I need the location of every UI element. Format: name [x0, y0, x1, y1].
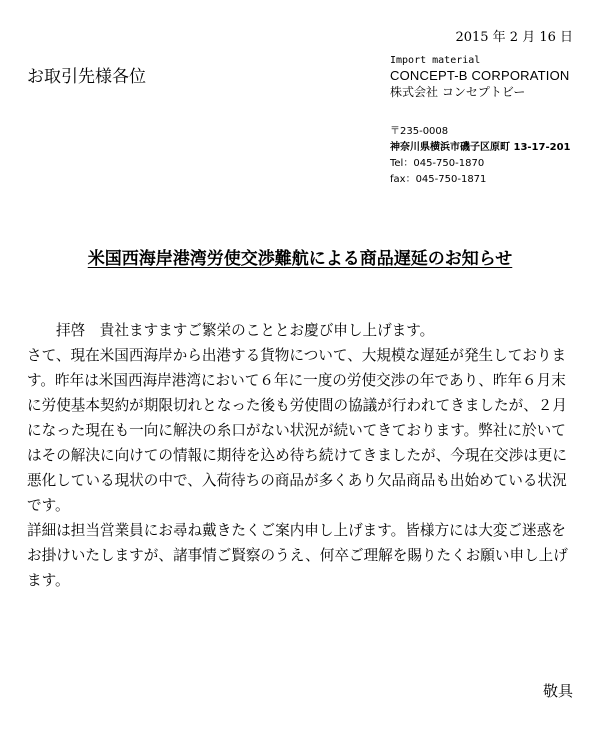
telephone: Tel：045-750-1870 [390, 158, 485, 169]
letter-body [27, 318, 579, 593]
letter-date: 2015 年 2 月 16 日 [455, 30, 573, 45]
paragraph-2: 詳細は担当営業員にお尋ね戴きたくご案内申し上げます。皆様方には大変ご迷惑をお掛けいたしますが、諸事情ご賢察のうえ、何卒ご理解を賜りたくお願い申し上げます。 [27, 522, 568, 589]
greeting: 拝啓 貴社ますますご繁栄のこととお慶び申し上げます。 [56, 322, 435, 339]
paragraph-1: さて、現在米国西海岸から出港する貨物について、大規模な遅延が発生しております。昨年は米国西海岸港湾において６年に一度の労使交渉の年であり、昨年６月末に労使基本契約が期限切れとなった後も労使間の協議が行われてきましたが、２月になった現在も一向に解決の糸口がない状況が続いてきております。弊社に於いてはその解決に向けての情報に期待を込め待ち続けてきましたが、今現在交渉は更に悪化している現状の中で、入荷待ちの商品が多くあり欠品商品も出始めている状況です。 [27, 347, 567, 514]
fax: fax：045-750-1871 [390, 174, 487, 185]
street-address: 神奈川県横浜市磯子区原町 13-17-201 [390, 142, 571, 153]
postal-code: 〒235-0008 [390, 126, 449, 137]
sender-company-block [390, 55, 595, 100]
closing: 敬具 [542, 682, 573, 700]
company-name-ja: 株式会社 コンセプトビー [390, 85, 526, 99]
notice-title: 米国西海岸港湾労使交渉難航による商品遅延のお知らせ [87, 249, 513, 269]
import-label: Import material [390, 55, 481, 66]
company-name-en: CONCEPT-B CORPORATION [390, 68, 570, 83]
sender-address-block [390, 124, 596, 188]
addressee: お取引先様各位 [27, 67, 146, 87]
